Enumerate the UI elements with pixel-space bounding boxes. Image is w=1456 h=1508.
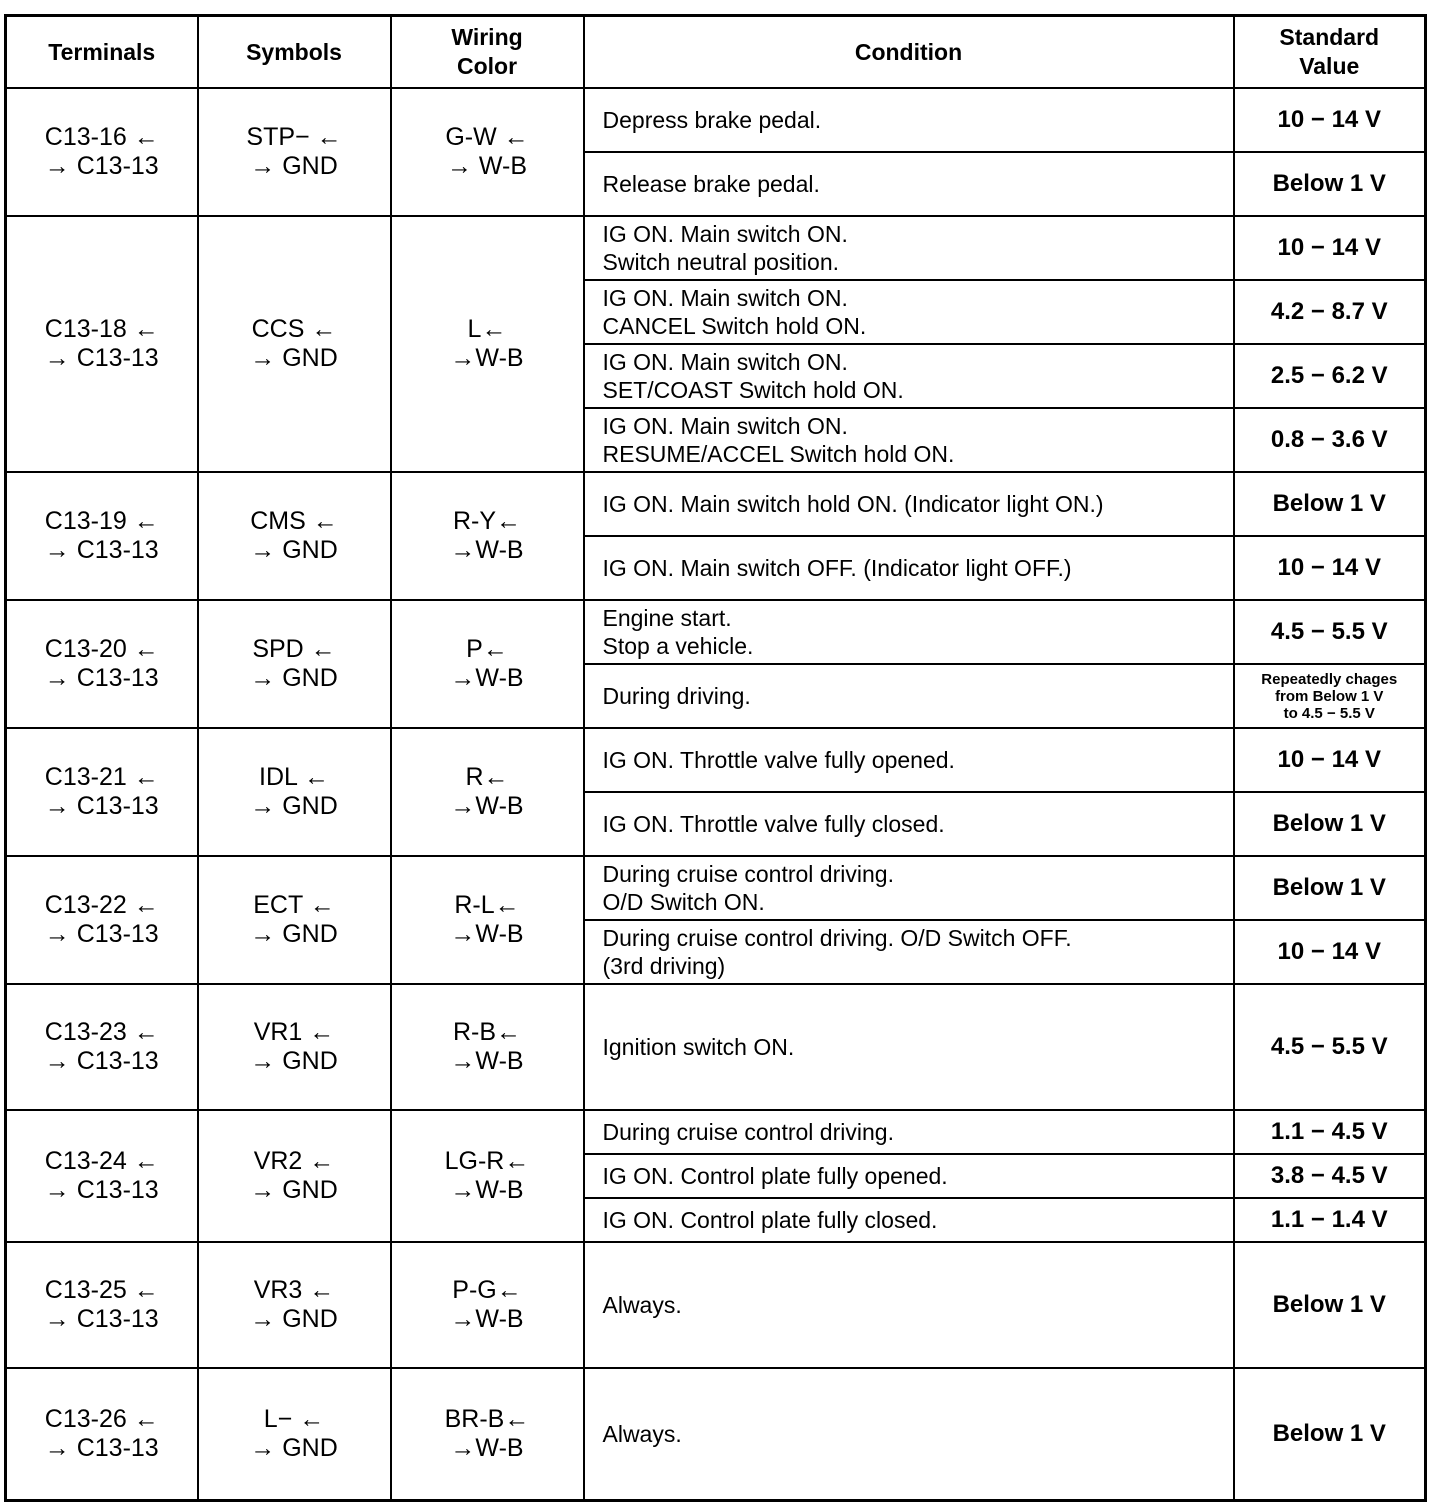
table-row: [6, 728, 1426, 792]
wiring-cell: BR-B← →W-B: [391, 1368, 584, 1501]
table-row: [6, 472, 1426, 536]
standard-value-cell: 10 − 14 V: [1234, 216, 1426, 280]
condition-cell: IG ON. Throttle valve fully opened.: [584, 728, 1234, 792]
terminal-cell: C13-19 ← → C13-13: [6, 472, 198, 600]
condition-cell: Always.: [584, 1368, 1234, 1501]
wiring-cell: R← →W-B: [391, 728, 584, 856]
symbol-cell: SPD ← → GND: [198, 600, 391, 728]
condition-cell: Always.: [584, 1242, 1234, 1368]
standard-value-cell: Below 1 V: [1234, 1368, 1426, 1501]
symbol-cell: IDL ← → GND: [198, 728, 391, 856]
terminal-cell: C13-22 ← → C13-13: [6, 856, 198, 984]
condition-cell: IG ON. Main switch ON. CANCEL Switch hold ON.: [584, 280, 1234, 344]
terminal-cell: C13-23 ← → C13-13: [6, 984, 198, 1110]
wiring-cell: L← →W-B: [391, 216, 584, 472]
table-row: [6, 1110, 1426, 1154]
wiring-cell: P-G← →W-B: [391, 1242, 584, 1368]
symbol-cell: CMS ← → GND: [198, 472, 391, 600]
header-wiring-color: Wiring Color: [391, 16, 584, 89]
terminal-cell: C13-26 ← → C13-13: [6, 1368, 198, 1501]
condition-cell: Release brake pedal.: [584, 152, 1234, 216]
wiring-cell: R-L← →W-B: [391, 856, 584, 984]
standard-value-cell: Repeatedly chages from Below 1 V to 4.5 − 5.5 V: [1234, 664, 1426, 728]
condition-cell: IG ON. Main switch ON. RESUME/ACCEL Switch hold ON.: [584, 408, 1234, 472]
condition-cell: IG ON. Main switch OFF. (Indicator light OFF.): [584, 536, 1234, 600]
terminal-cell: C13-18 ← → C13-13: [6, 216, 198, 472]
standard-value-cell: 4.5 − 5.5 V: [1234, 600, 1426, 664]
wiring-cell: G-W ← → W-B: [391, 88, 584, 216]
standard-value-cell: Below 1 V: [1234, 792, 1426, 856]
symbol-cell: ECT ← → GND: [198, 856, 391, 984]
condition-cell: Ignition switch ON.: [584, 984, 1234, 1110]
standard-value-cell: 10 − 14 V: [1234, 728, 1426, 792]
standard-value-cell: 2.5 − 6.2 V: [1234, 344, 1426, 408]
condition-cell: IG ON. Main switch hold ON. (Indicator light ON.): [584, 472, 1234, 536]
table-row: [6, 216, 1426, 280]
wiring-cell: R-B← →W-B: [391, 984, 584, 1110]
wiring-cell: LG-R← →W-B: [391, 1110, 584, 1242]
condition-cell: During cruise control driving. O/D Switch ON.: [584, 856, 1234, 920]
condition-cell: During cruise control driving.: [584, 1110, 1234, 1154]
wiring-cell: R-Y← →W-B: [391, 472, 584, 600]
terminal-voltage-table-sheet: [4, 14, 1424, 1502]
standard-value-cell: 4.5 − 5.5 V: [1234, 984, 1426, 1110]
symbol-cell: VR3 ← → GND: [198, 1242, 391, 1368]
header-row: [6, 16, 1426, 89]
wiring-cell: P← →W-B: [391, 600, 584, 728]
standard-value-cell: 4.2 − 8.7 V: [1234, 280, 1426, 344]
terminal-cell: C13-25 ← → C13-13: [6, 1242, 198, 1368]
symbol-cell: CCS ← → GND: [198, 216, 391, 472]
symbol-cell: VR1 ← → GND: [198, 984, 391, 1110]
header-condition: Condition: [584, 16, 1234, 89]
condition-cell: Engine start. Stop a vehicle.: [584, 600, 1234, 664]
standard-value-cell: Below 1 V: [1234, 856, 1426, 920]
condition-cell: IG ON. Main switch ON. Switch neutral position.: [584, 216, 1234, 280]
terminal-cell: C13-20 ← → C13-13: [6, 600, 198, 728]
terminal-voltage-table: [4, 14, 1427, 1502]
condition-cell: IG ON. Control plate fully closed.: [584, 1198, 1234, 1242]
standard-value-cell: 1.1 − 1.4 V: [1234, 1198, 1426, 1242]
header-symbols: Symbols: [198, 16, 391, 89]
table-row: [6, 984, 1426, 1110]
standard-value-cell: Below 1 V: [1234, 472, 1426, 536]
table-row: [6, 1242, 1426, 1368]
condition-cell: During cruise control driving. O/D Switch OFF. (3rd driving): [584, 920, 1234, 984]
standard-value-cell: 10 − 14 V: [1234, 88, 1426, 152]
standard-value-cell: 10 − 14 V: [1234, 536, 1426, 600]
standard-value-cell: 1.1 − 4.5 V: [1234, 1110, 1426, 1154]
symbol-cell: STP− ← → GND: [198, 88, 391, 216]
table-row: [6, 88, 1426, 152]
symbol-cell: L− ← → GND: [198, 1368, 391, 1501]
standard-value-cell: 0.8 − 3.6 V: [1234, 408, 1426, 472]
terminal-cell: C13-24 ← → C13-13: [6, 1110, 198, 1242]
symbol-cell: VR2 ← → GND: [198, 1110, 391, 1242]
standard-value-cell: Below 1 V: [1234, 1242, 1426, 1368]
standard-value-cell: Below 1 V: [1234, 152, 1426, 216]
table-row: [6, 1368, 1426, 1501]
table-row: [6, 600, 1426, 664]
condition-cell: IG ON. Throttle valve fully closed.: [584, 792, 1234, 856]
standard-value-cell: 3.8 − 4.5 V: [1234, 1154, 1426, 1198]
header-terminals: Terminals: [6, 16, 198, 89]
terminal-cell: C13-16 ← → C13-13: [6, 88, 198, 216]
standard-value-cell: 10 − 14 V: [1234, 920, 1426, 984]
condition-cell: IG ON. Control plate fully opened.: [584, 1154, 1234, 1198]
condition-cell: During driving.: [584, 664, 1234, 728]
condition-cell: Depress brake pedal.: [584, 88, 1234, 152]
table-row: [6, 856, 1426, 920]
terminal-cell: C13-21 ← → C13-13: [6, 728, 198, 856]
condition-cell: IG ON. Main switch ON. SET/COAST Switch hold ON.: [584, 344, 1234, 408]
header-standard-value: Standard Value: [1234, 16, 1426, 89]
